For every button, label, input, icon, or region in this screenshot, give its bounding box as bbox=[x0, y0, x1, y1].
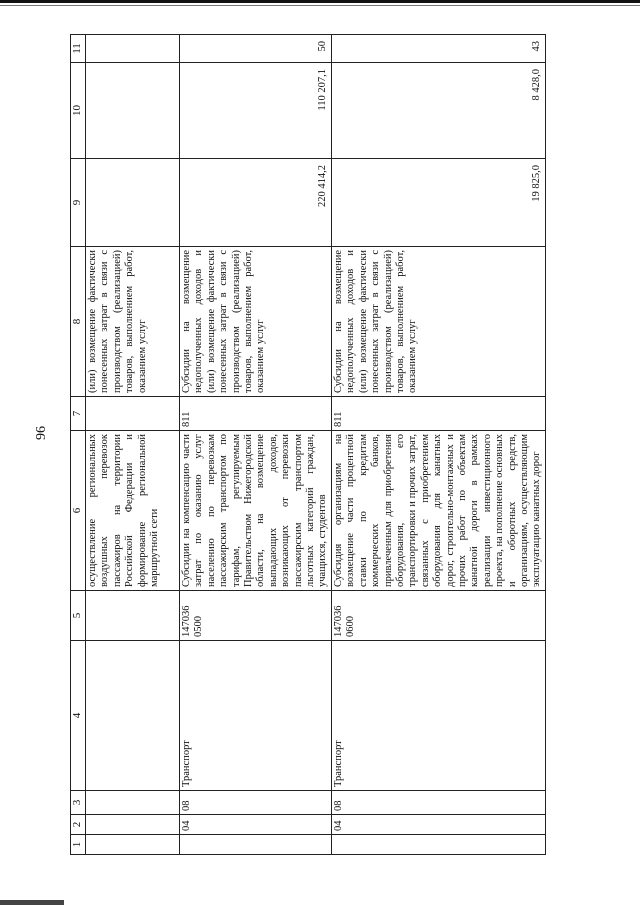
top-rule-thin bbox=[0, 5, 640, 6]
cell-c8: Субсидии на возмещение недополученных доходов и (или) возмещение фактически понесенных затрат в связи с производством (реализацией) товаров, выполнением работ, оказанием услуг bbox=[331, 247, 545, 397]
table-row bbox=[180, 35, 332, 855]
cell-c4: Транспорт bbox=[180, 641, 332, 791]
top-rule bbox=[0, 0, 640, 3]
cell-c1 bbox=[180, 835, 332, 855]
header-cell-6: 6 bbox=[71, 431, 86, 591]
cell-c9: 19 825,0 bbox=[331, 159, 545, 247]
header-cell-9: 9 bbox=[71, 159, 86, 247]
header-cell-1: 1 bbox=[71, 835, 86, 855]
cell-c3 bbox=[86, 791, 180, 815]
cell-c2: 04 bbox=[331, 815, 545, 835]
table-row bbox=[86, 35, 180, 855]
header-cell-4: 4 bbox=[71, 641, 86, 791]
page-number: 96 bbox=[34, 426, 49, 440]
cell-c8: (или) возмещение фактически понесенных затрат в связи с производством (реализацией) товаров, выполнением работ, оказанием услуг bbox=[86, 247, 180, 397]
header-row bbox=[71, 35, 86, 855]
cell-c7: 811 bbox=[331, 397, 545, 431]
cell-c1 bbox=[331, 835, 545, 855]
cell-c11: 43 bbox=[331, 35, 545, 63]
cell-c6: Субсидия организациям на возмещение части процентной ставки по кредитам коммерческих банков, привлеченным для приобретения оборудования, его транспортировки и прочих затрат, связанных с приобретением оборудования для канатных дорог, строительно-монтажных и прочих работ по объектам канатной дороги в рамках реализации инвестиционного проекта, на пополнение основных и оборотных средств, организациям, осуществляющим эксплуатацию канатных дорог bbox=[331, 431, 545, 591]
cell-c9: 220 414,2 bbox=[180, 159, 332, 247]
header-cell-5: 5 bbox=[71, 591, 86, 641]
budget-table bbox=[70, 34, 546, 855]
cell-c5: 147036 0500 bbox=[180, 591, 332, 641]
cell-c4 bbox=[86, 641, 180, 791]
header-cell-3: 3 bbox=[71, 791, 86, 815]
cell-c1 bbox=[86, 835, 180, 855]
cell-c8: Субсидии на возмещение недополученных доходов и (или) возмещение фактически понесенных затрат в связи с производством (реализацией) товаров, выполнением работ, оказанием услуг bbox=[180, 247, 332, 397]
cell-c7: 811 bbox=[180, 397, 332, 431]
cell-c6: Субсидии на компенсацию части затрат по оказанию услуг населению по перевозкам пассажирским транспортом по тарифам, регулируемым Правительством Нижегородской области, на возмещение выпадающих доходов, возникающих от перевозки пассажирским транспортом льготных категорий граждан, учащихся, студентов bbox=[180, 431, 332, 591]
cell-c10: 110 207,1 bbox=[180, 63, 332, 159]
cell-c3: 08 bbox=[331, 791, 545, 815]
cell-c7 bbox=[86, 397, 180, 431]
header-cell-10: 10 bbox=[71, 63, 86, 159]
cell-c2: 04 bbox=[180, 815, 332, 835]
header-cell-11: 11 bbox=[71, 35, 86, 63]
cell-c6: осуществление региональных воздушных перевозок пассажиров на территории Российской Федерации и формирование региональной маршрутной сети bbox=[86, 431, 180, 591]
rotated-table-container bbox=[70, 35, 543, 855]
cell-c10 bbox=[86, 63, 180, 159]
cell-c10: 8 428,0 bbox=[331, 63, 545, 159]
cell-c9 bbox=[86, 159, 180, 247]
table-row bbox=[331, 35, 545, 855]
header-cell-8: 8 bbox=[71, 247, 86, 397]
cell-c4: Транспорт bbox=[331, 641, 545, 791]
cell-c5 bbox=[86, 591, 180, 641]
header-cell-7: 7 bbox=[71, 397, 86, 431]
bottom-scan-edge bbox=[0, 900, 640, 905]
cell-c11: 50 bbox=[180, 35, 332, 63]
cell-c11 bbox=[86, 35, 180, 63]
header-cell-2: 2 bbox=[71, 815, 86, 835]
cell-c2 bbox=[86, 815, 180, 835]
cell-c3: 08 bbox=[180, 791, 332, 815]
cell-c5: 147036 0600 bbox=[331, 591, 545, 641]
